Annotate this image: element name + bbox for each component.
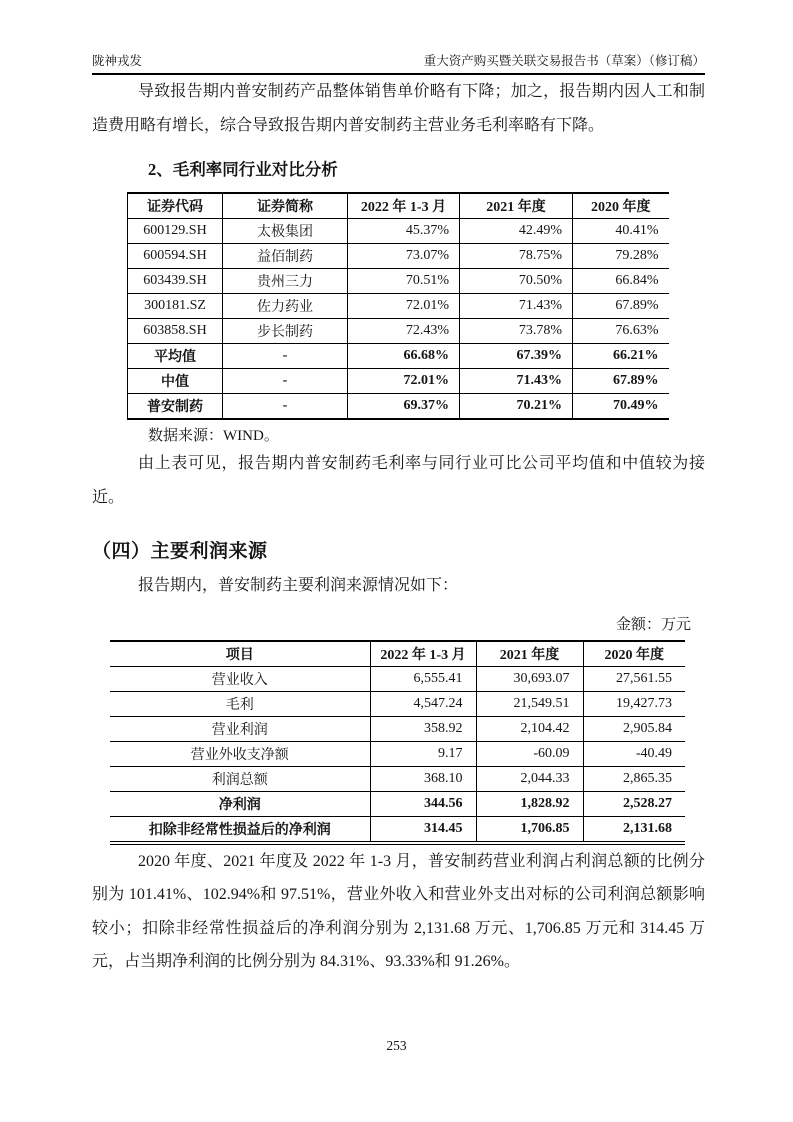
table-cell: 72.01% <box>348 369 460 394</box>
column-header-security-code: 证券代码 <box>128 193 223 219</box>
column-header-2022q1: 2022 年 1-3 月 <box>348 193 460 219</box>
table-cell: 66.21% <box>573 344 669 369</box>
table-cell: 30,693.07 <box>476 666 583 691</box>
table-cell: 2,865.35 <box>583 766 685 791</box>
table-cell: 344.56 <box>370 791 476 816</box>
table-cell: 21,549.51 <box>476 691 583 716</box>
column-header-item: 项目 <box>110 641 370 667</box>
table-cell: 扣除非经常性损益后的净利润 <box>110 816 370 843</box>
table-cell: 普安制药 <box>128 394 223 420</box>
table-cell: 毛利 <box>110 691 370 716</box>
table-cell: 67.89% <box>573 294 669 319</box>
heading-gross-margin-comparison: 2、毛利率同行业对比分析 <box>148 160 338 179</box>
table-cell: 9.17 <box>370 741 476 766</box>
paragraph-margin-decline: 导致报告期内普安制药产品整体销售单价略有下降；加之，报告期内因人工和制造费用略有增长，综合导致报告期内普安制药主营业务毛利率略有下降。 <box>92 83 705 134</box>
heading-profit-source: （四）主要利润来源 <box>92 541 268 562</box>
table-cell: 19,427.73 <box>583 691 685 716</box>
table-row <box>128 394 669 420</box>
table-cell: 营业利润 <box>110 716 370 741</box>
table-cell: 72.43% <box>348 319 460 344</box>
table-cell: 70.49% <box>573 394 669 420</box>
table-cell: 45.37% <box>348 219 460 244</box>
table-cell: 600129.SH <box>128 219 223 244</box>
column-header-2021: 2021 年度 <box>476 641 583 667</box>
unit-note: 金额：万元 <box>615 616 691 633</box>
table-cell: 300181.SZ <box>128 294 223 319</box>
table-cell: 69.37% <box>348 394 460 420</box>
table-row <box>110 766 685 791</box>
column-header-2021: 2021 年度 <box>460 193 573 219</box>
table-cell: 79.28% <box>573 244 669 269</box>
table-cell: 40.41% <box>573 219 669 244</box>
table-cell: 利润总额 <box>110 766 370 791</box>
table-cell: - <box>223 369 348 394</box>
table-cell: 600594.SH <box>128 244 223 269</box>
table-row <box>110 816 685 843</box>
table-header-row <box>128 193 669 219</box>
table-cell: 中值 <box>128 369 223 394</box>
table-cell: 73.78% <box>460 319 573 344</box>
table-cell: -40.49 <box>583 741 685 766</box>
column-header-security-name: 证券简称 <box>223 193 348 219</box>
table-cell: 平均值 <box>128 344 223 369</box>
table-row <box>110 716 685 741</box>
table-cell: - <box>223 344 348 369</box>
table-cell: 4,547.24 <box>370 691 476 716</box>
table-cell: 佐力药业 <box>223 294 348 319</box>
table-cell: 营业收入 <box>110 666 370 691</box>
column-header-2022q1: 2022 年 1-3 月 <box>370 641 476 667</box>
table-cell: 42.49% <box>460 219 573 244</box>
table-row <box>128 269 669 294</box>
table-cell: 6,555.41 <box>370 666 476 691</box>
header-company-name: 陇神戎发 <box>92 54 143 68</box>
table-cell: 314.45 <box>370 816 476 843</box>
table-cell: 66.68% <box>348 344 460 369</box>
running-header <box>92 0 705 75</box>
table-cell: 益佰制药 <box>223 244 348 269</box>
table-cell: 73.07% <box>348 244 460 269</box>
profit-source-table <box>110 640 685 845</box>
table-cell: 368.10 <box>370 766 476 791</box>
table-cell: 358.92 <box>370 716 476 741</box>
table-row <box>110 666 685 691</box>
table-cell: 70.51% <box>348 269 460 294</box>
table-cell: 贵州三力 <box>223 269 348 294</box>
table-row <box>128 369 669 394</box>
table-cell: 1,706.85 <box>476 816 583 843</box>
table-cell: - <box>223 394 348 420</box>
table-cell: 70.50% <box>460 269 573 294</box>
table-cell: 27,561.55 <box>583 666 685 691</box>
table-header-row <box>110 641 685 667</box>
table-cell: 72.01% <box>348 294 460 319</box>
table-cell: 67.89% <box>573 369 669 394</box>
paragraph-profit-analysis: 2020 年度、2021 年度及 2022 年 1-3 月，普安制药营业利润占利润总额的比例分别为 101.41%、102.94%和 97.51%，营业外收入和营业外支出对标的公司利润总额影响较小；扣除非经常性损益后的净利润分别为 2,131.68 万元、1,706.85 万元和 314.45 万元，占当期净利润的比例分别为 84.31%、93.33%和 91.26%。 <box>92 852 705 970</box>
table-row <box>110 691 685 716</box>
table-cell: 2,528.27 <box>583 791 685 816</box>
table-cell: 67.39% <box>460 344 573 369</box>
table-cell: 603439.SH <box>128 269 223 294</box>
table-row <box>110 741 685 766</box>
table-cell: 71.43% <box>460 369 573 394</box>
gross-margin-comparison-table <box>127 192 669 420</box>
table-row <box>128 244 669 269</box>
table-cell: 净利润 <box>110 791 370 816</box>
paragraph-comparison-conclusion: 由上表可见，报告期内普安制药毛利率与同行业可比公司平均值和中值较为接近。 <box>92 455 705 506</box>
table-cell: -60.09 <box>476 741 583 766</box>
table-cell: 2,905.84 <box>583 716 685 741</box>
table-row <box>128 344 669 369</box>
paragraph-profit-source-intro: 报告期内，普安制药主要利润来源情况如下： <box>138 577 459 594</box>
header-document-title: 重大资产购买暨关联交易报告书（草案）（修订稿） <box>423 54 705 68</box>
column-header-2020: 2020 年度 <box>573 193 669 219</box>
table-cell: 76.63% <box>573 319 669 344</box>
table-cell: 603858.SH <box>128 319 223 344</box>
table-cell: 营业外收支净额 <box>110 741 370 766</box>
table-cell: 66.84% <box>573 269 669 294</box>
table-cell: 2,044.33 <box>476 766 583 791</box>
table-row <box>110 791 685 816</box>
column-header-2020: 2020 年度 <box>583 641 685 667</box>
table-cell: 步长制药 <box>223 319 348 344</box>
table-row <box>128 319 669 344</box>
table-cell: 70.21% <box>460 394 573 420</box>
table-row <box>128 219 669 244</box>
table-row <box>128 294 669 319</box>
data-source-note: 数据来源：WIND。 <box>148 428 279 444</box>
table-cell: 78.75% <box>460 244 573 269</box>
table-cell: 2,104.42 <box>476 716 583 741</box>
page-number: 253 <box>386 1038 407 1053</box>
table-cell: 2,131.68 <box>583 816 685 843</box>
table-cell: 71.43% <box>460 294 573 319</box>
table-cell: 1,828.92 <box>476 791 583 816</box>
table-cell: 太极集团 <box>223 219 348 244</box>
